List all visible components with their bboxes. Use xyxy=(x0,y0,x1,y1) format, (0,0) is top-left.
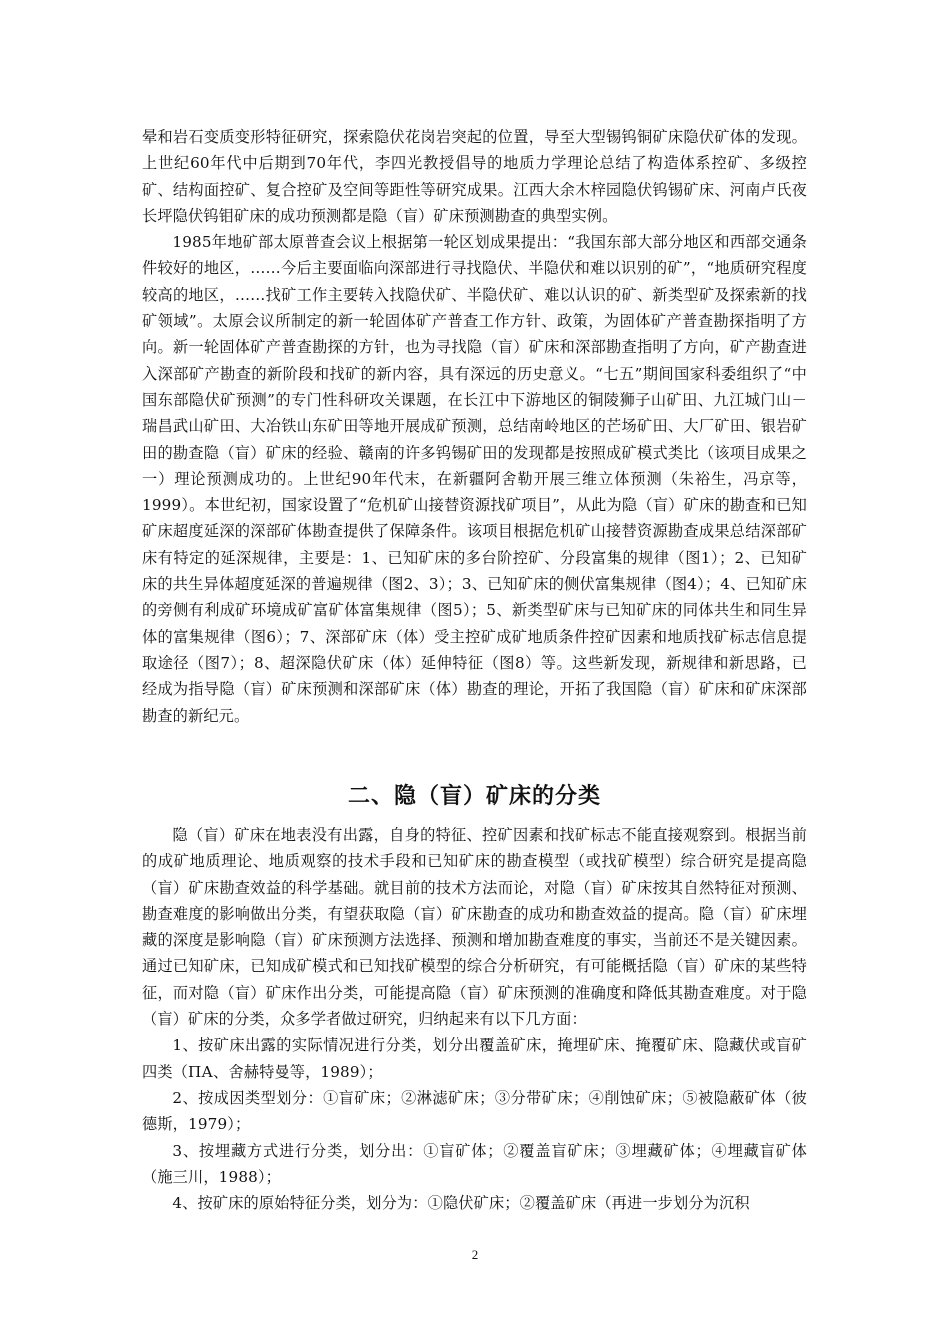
list-item-classification-1: 1、按矿床出露的实际情况进行分类，划分出覆盖矿床，掩埋矿床、掩覆矿床、隐藏伏或盲矿四类（ПА、舍赫特曼等，1989）； xyxy=(142,1036,807,1081)
paragraph-classification-intro: 隐（盲）矿床在地表没有出露，自身的特征、控矿因素和找矿标志不能直接观察到。根据当前的成矿地质理论、地质观察的技术手段和已知矿床的勘查模型（或找矿模型）综合研究是提高隐（盲）矿床勘查效益的科学基础。就目前的技术方法而论，对隐（盲）矿床按其自然特征对预测、勘查难度的影响做出分类，有望获取隐（盲）矿床勘查的成功和勘查效益的提高。隐（盲）矿床埋藏的深度是影响隐（盲）矿床预测方法选择、预测和增加勘查难度的事实，当前还不是关键因素。通过已知矿床，已知成矿模式和已知找矿模型的综合分析研究，有可能概括隐（盲）矿床的某些特征，而对隐（盲）矿床作出分类，可能提高隐（盲）矿床预测的准确度和降低其勘查难度。对于隐（盲）矿床的分类，众多学者做过研究，归纳起来有以下几方面： xyxy=(142,826,807,1029)
section-heading: 二、隐（盲）矿床的分类 xyxy=(347,784,601,809)
paragraph-continuation: 晕和岩石变质变形特征研究，探索隐伏花岗岩突起的位置，导至大型锡钨铜矿床隐伏矿体的发现。上世纪60年代中后期到70年代，李四光教授倡导的地质力学理论总结了构造体系控矿、多级控矿、结构面控矿、复合控矿及空间等距性等研究成果。江西大余木梓园隐伏钨锡矿床、河南卢氏夜长坪隐伏钨钼矿床的成功预测都是隐（盲）矿床预测勘查的典型实例。 xyxy=(142,128,807,225)
list-item-classification-2: 2、按成因类型划分：①盲矿床；②淋滤矿床；③分带矿床；④削蚀矿床；⑤被隐蔽矿体（彼德斯，1979）； xyxy=(142,1088,807,1134)
paragraph-taiyuan-conference: 1985年地矿部太原普查会议上根据第一轮区划成果提出：“我国东部大部分地区和西部交通条件较好的地区，……今后主要面临向深部进行寻找隐伏、半隐伏和难以识别的矿”，“地质研究程度较高的地区，……找矿工作主要转入找隐伏矿、半隐伏矿、难以认识的矿、新类型矿及探索新的找矿领域”。太原会议所制定的新一轮固体矿产普查工作方针、政策，为固体矿产普查勘探指明了方向。新一轮固体矿产普查勘探的方针，也为寻找隐（盲）矿床和深部勘查指明了方向，矿产勘查进入深部矿产勘查的新阶段和找矿的新内容，具有深远的历史意义。“七五”期间国家科委组织了“中国东部隐伏矿预测”的专门性科研攻关课题，在长江中下游地区的铜陵狮子山矿田、九江城门山－瑞昌武山矿田、大冶铁山东矿田等地开展成矿预测，总结南岭地区的芒场矿田、大厂矿田、银岩矿田的勘查隐（盲）矿床的经验、赣南的许多钨锡矿田的发现都是按照成矿模式类比（该项目成果之一）理论预测成功的。上世纪90年代末，在新疆阿舍勒开展三维立体预测（朱裕生，冯京等，1999）。本世纪初，国家设置了“危机矿山接替资源找矿项目”，从此为隐（盲）矿床的勘查和已知矿床超度延深的深部矿体勘查提供了保障条件。该项目根据危机矿山接替资源勘查成果总结深部矿床有特定的延深规律，主要是：1、已知矿床的多台阶控矿、分段富集的规律（图1）；2、已知矿床的共生异体超度延深的普遍规律（图2、3）；3、已知矿床的侧伏富集规律（图4）；4、已知矿床的旁侧有利成矿环境成矿富矿体富集规律（图5）；5、新类型矿床与已知矿床的同体共生和同生异体的富集规律（图6）；7、深部矿床（体）受主控矿成矿地质条件控矿因素和地质找矿标志信息提取途径（图7）；8、超深隐伏矿床（体）延伸特征（图8）等。这些新发现，新规律和新思路，已经成为指导隐（盲）矿床预测和深部矿床（体）勘查的理论，开拓了我国隐（盲）矿床和矿床深部勘查的新纪元。 xyxy=(142,233,807,725)
body-text-upper xyxy=(142,124,807,729)
body-text-lower xyxy=(142,822,807,1216)
page-number: 2 xyxy=(471,1247,479,1262)
list-item-classification-3: 3、按埋藏方式进行分类，划分出：①盲矿体；②覆盖盲矿床；③埋藏矿体；④埋藏盲矿体（施三川，1988）； xyxy=(142,1141,807,1186)
list-item-classification-4: 4、按矿床的原始特征分类，划分为：①隐伏矿床；②覆盖矿床（再进一步划分为沉积 xyxy=(172,1194,750,1213)
